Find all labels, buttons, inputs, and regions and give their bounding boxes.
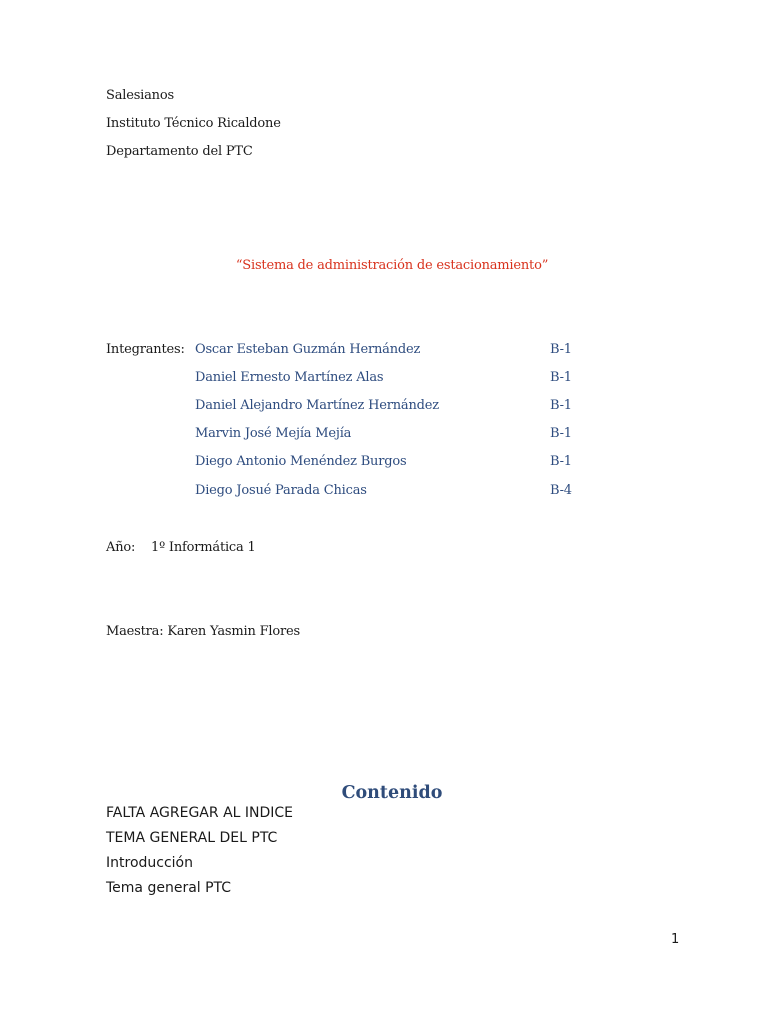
member-name: Daniel Ernesto Martínez Alas <box>195 370 384 385</box>
member-group: B-1 <box>550 342 572 357</box>
member-group: B-4 <box>550 483 572 498</box>
member-group: B-1 <box>550 370 572 385</box>
page-number: 1 <box>671 932 680 947</box>
department-name: Departamento del PTC <box>106 144 253 159</box>
toc-item[interactable]: TEMA GENERAL DEL PTC <box>106 830 278 846</box>
member-name: Daniel Alejandro Martínez Hernández <box>195 398 439 413</box>
member-group: B-1 <box>550 426 572 441</box>
members-label: Integrantes: <box>106 342 185 357</box>
project-title: “Sistema de administración de estacionamiento” <box>235 258 549 273</box>
member-group: B-1 <box>550 398 572 413</box>
toc-item[interactable]: FALTA AGREGAR AL INDICE <box>106 805 294 821</box>
member-name: Marvin José Mejía Mejía <box>195 426 352 441</box>
member-name: Oscar Esteban Guzmán Hernández <box>195 342 421 357</box>
school-name: Salesianos <box>106 88 174 103</box>
year-value: 1º Informática 1 <box>151 540 256 555</box>
member-group: B-1 <box>550 454 572 469</box>
toc-heading: Contenido <box>341 783 443 803</box>
member-name: Diego Josué Parada Chicas <box>195 483 367 498</box>
year-label: Año: <box>106 540 136 555</box>
member-name: Diego Antonio Menéndez Burgos <box>195 454 407 469</box>
toc-item[interactable]: Introducción <box>106 855 193 871</box>
teacher-name: Maestra: Karen Yasmin Flores <box>106 624 300 639</box>
institute-name: Instituto Técnico Ricaldone <box>106 116 281 131</box>
toc-item[interactable]: Tema general PTC <box>106 880 232 896</box>
